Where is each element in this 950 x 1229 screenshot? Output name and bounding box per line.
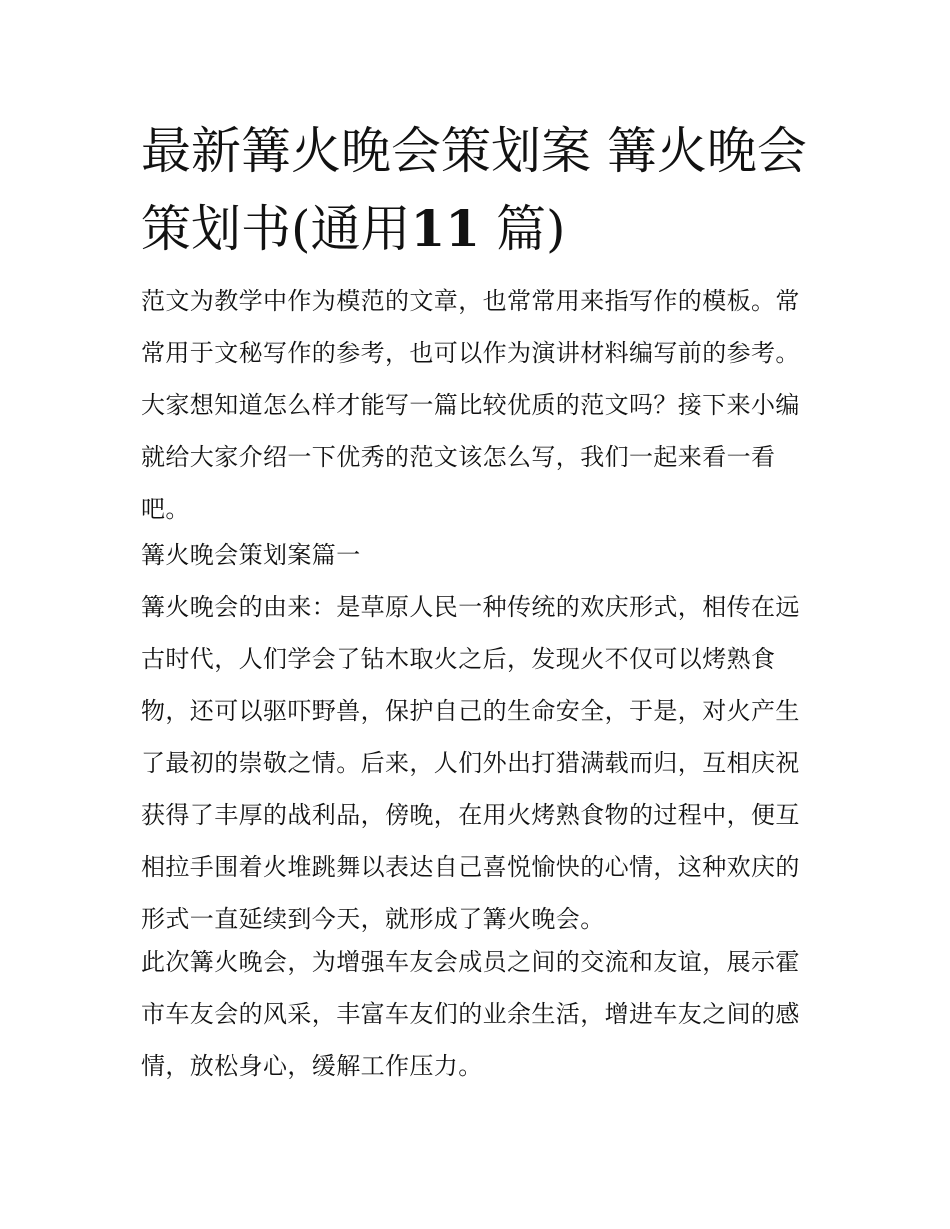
origin-paragraph: 篝火晚会的由来：是草原人民一种传统的欢庆形式，相传在远古时代，人们学会了钻木取火之后，发现火不仅可以烤熟食物，还可以驱吓野兽，保护自己的生命安全，于是，对火产生了最初的崇敬之情。后来，人们外出打猎满载而归，互相庆祝获得了丰厚的战利品，傍晚，在用火烤熟食物的过程中，便互相拉手围着火堆跳舞以表达自己喜悦愉快的心情，这种欢庆的形式一直延续到今天，就形成了篝火晚会。 xyxy=(141,593,800,933)
document-title xyxy=(141,112,813,268)
intro-paragraph: 范文为教学中作为模范的文章，也常常用来指写作的模板。常常用于文秘写作的参考，也可以作为演讲材料编写前的参考。大家想知道怎么样才能写一篇比较优质的范文吗？接下来小编就给大家介绍一下优秀的范文该怎么写，我们一起来看一看吧。 xyxy=(141,287,800,523)
title-number: 11 xyxy=(410,199,481,258)
title-text-part1: 最新篝火晚会策划案 篝火晚会策划书(通用 xyxy=(141,122,807,258)
section-heading: 篝火晚会策划案篇一 xyxy=(141,541,361,569)
title-text-part2: 篇) xyxy=(496,200,566,258)
purpose-paragraph: 此次篝火晚会，为增强车友会成员之间的交流和友谊，展示霍市车友会的风采，丰富车友们的业余生活，增进车友之间的感情，放松身心，缓解工作压力。 xyxy=(141,948,800,1080)
